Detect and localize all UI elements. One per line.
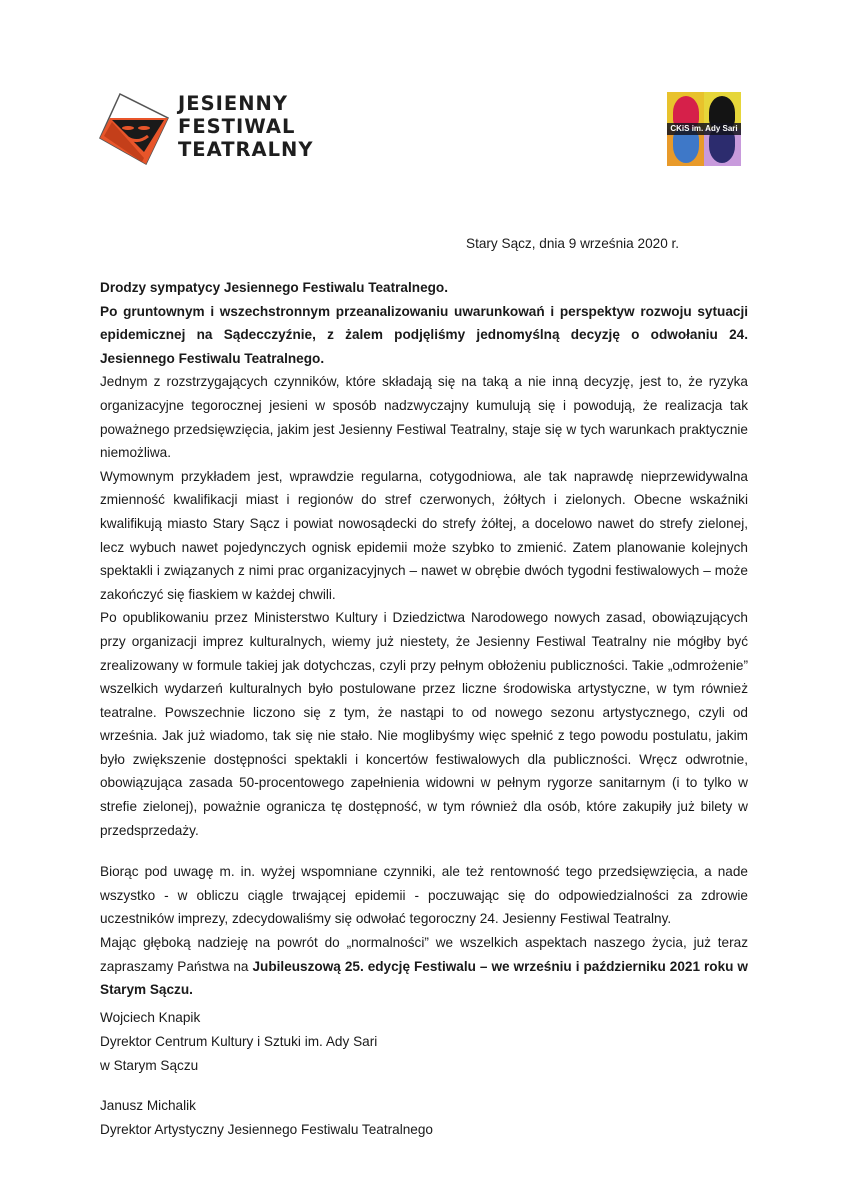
salutation: Drodzy sympatycy Jesiennego Festiwalu Teatralnego. xyxy=(100,280,449,295)
letter-body xyxy=(100,276,748,1002)
signature-block xyxy=(100,1006,377,1078)
paragraph: Po opublikowaniu przez Ministerstwo Kultury i Dziedzictwa Narodowego nowych zasad, obowiązujących przy organizacji imprez kulturalnych, wiemy już niestety, że Jesienny Festiwal Teatralny nie mógłby być zrealizowany w formule takiej jak dotychczas, czyli przy pełnym obłożeniu publiczności. Takie „odmrożenie” wszelkich wydarzeń kulturalnych było postulowane przez liczne środowiska artystyczne, w tym również teatralne. Powszechnie liczono się z tym, że nastąpi to od nowego sezonu artystycznego, czyli od września. Jak już wiadomo, tak się nie stało. Nie moglibyśmy więc spełnić z tego powodu postulatu, jakim było zwiększenie dostępności spektakli i koncertów festiwalowych dla publiczności. Wręcz odwrotnie, obowiązująca zasada 50-procentowego zapełnienia widowni w pełnym rygorze sanitarnym (i to tylko w strefie zielonej), poważnie ogranicza tę dostępność, w tym również dla osób, które zakupiły już bilety w przedsprzedaży. xyxy=(100,610,748,838)
festival-logo xyxy=(98,88,318,168)
logo-line: JESIENNY xyxy=(178,92,288,115)
signatory-title: Dyrektor Centrum Kultury i Sztuki im. Ady Sari xyxy=(100,1034,378,1049)
letter-date: Stary Sącz, dnia 9 września 2020 r. xyxy=(466,236,680,251)
signatory-name: Wojciech Knapik xyxy=(100,1010,201,1025)
invitation-text: Mając głęboką nadzieję na powrót do „normalności” we wszelkich aspektach naszego życia, już teraz zapraszamy Państwa na xyxy=(100,935,748,974)
logo-line: FESTIWAL xyxy=(178,115,296,138)
paragraph: Biorąc pod uwagę m. in. wyżej wspomniane czynniki, ale też rentowność tego przedsięwzięcia, a nade wszystko - w obliczu ciągle trwającej epidemii - poczuwając się do odpowiedzialności za zdrowie uczestników imprezy, zdecydowaliśmy się odwołać tegoroczny 24. Jesienny Festiwal Teatralny. xyxy=(100,864,748,927)
invitation-highlight: Jubileuszową 25. edycję Festiwalu – we wrześniu i październiku 2021 roku w Starym Sączu. xyxy=(100,958,748,998)
signatory-name: Janusz Michalik xyxy=(100,1098,196,1113)
lead-paragraph: Po gruntownym i wszechstronnym przeanalizowaniu uwarunkowań i perspektyw rozwoju sytuacji epidemicznej na Sądecczyźnie, z żalem podjęliśmy jednomyślną decyzję o odwołaniu 24. Jesiennego Festiwalu Teatralnego. xyxy=(100,303,748,366)
invitation-paragraph xyxy=(100,931,748,1002)
signatory-title: w Starym Sączu xyxy=(100,1058,199,1073)
theatre-mask-diamond-icon xyxy=(98,88,178,168)
signatory-title: Dyrektor Artystyczny Jesiennego Festiwalu Teatralnego xyxy=(100,1122,433,1137)
logo-wordmark xyxy=(178,92,313,161)
paragraph: Jednym z rozstrzygających czynników, które składają się na taką a nie inną decyzję, jest to, że ryzyka organizacyjne tegorocznej jesieni w sposób nadzwyczajny kumulują się i powodują, że realizacja tak poważnego przedsięwzięcia, jakim jest Jesienny Festiwal Teatralny, staje się w tych warunkach praktycznie niemożliwa. xyxy=(100,374,748,461)
partner-logo xyxy=(667,92,741,166)
logo-line: TEATRALNY xyxy=(178,138,314,161)
paragraph: Wymownym przykładem jest, wprawdzie regularna, cotygodniowa, ale tak naprawdę nieprzewidywalna zmienność kwalifikacji miast i regionów do stref czerwonych, żółtych i zielonych. Obecne wskaźniki kwalifikują miasto Stary Sącz i powiat nowosądecki do strefy żółtej, a docelowo nawet do strefy zielonej, lecz wybuch nawet pojedynczych ognisk epidemii może szybko to zmienić. Zatem planowanie kolejnych spektakli i związanych z nimi prac organizacyjnych – nawet w obrębie dwóch tygodni festiwalowych – może zakończyć się fiaskiem w każdej chwili. xyxy=(100,468,748,602)
signature-block xyxy=(100,1094,433,1142)
partner-logo-label: CKiS im. Ady Sari xyxy=(667,123,741,135)
